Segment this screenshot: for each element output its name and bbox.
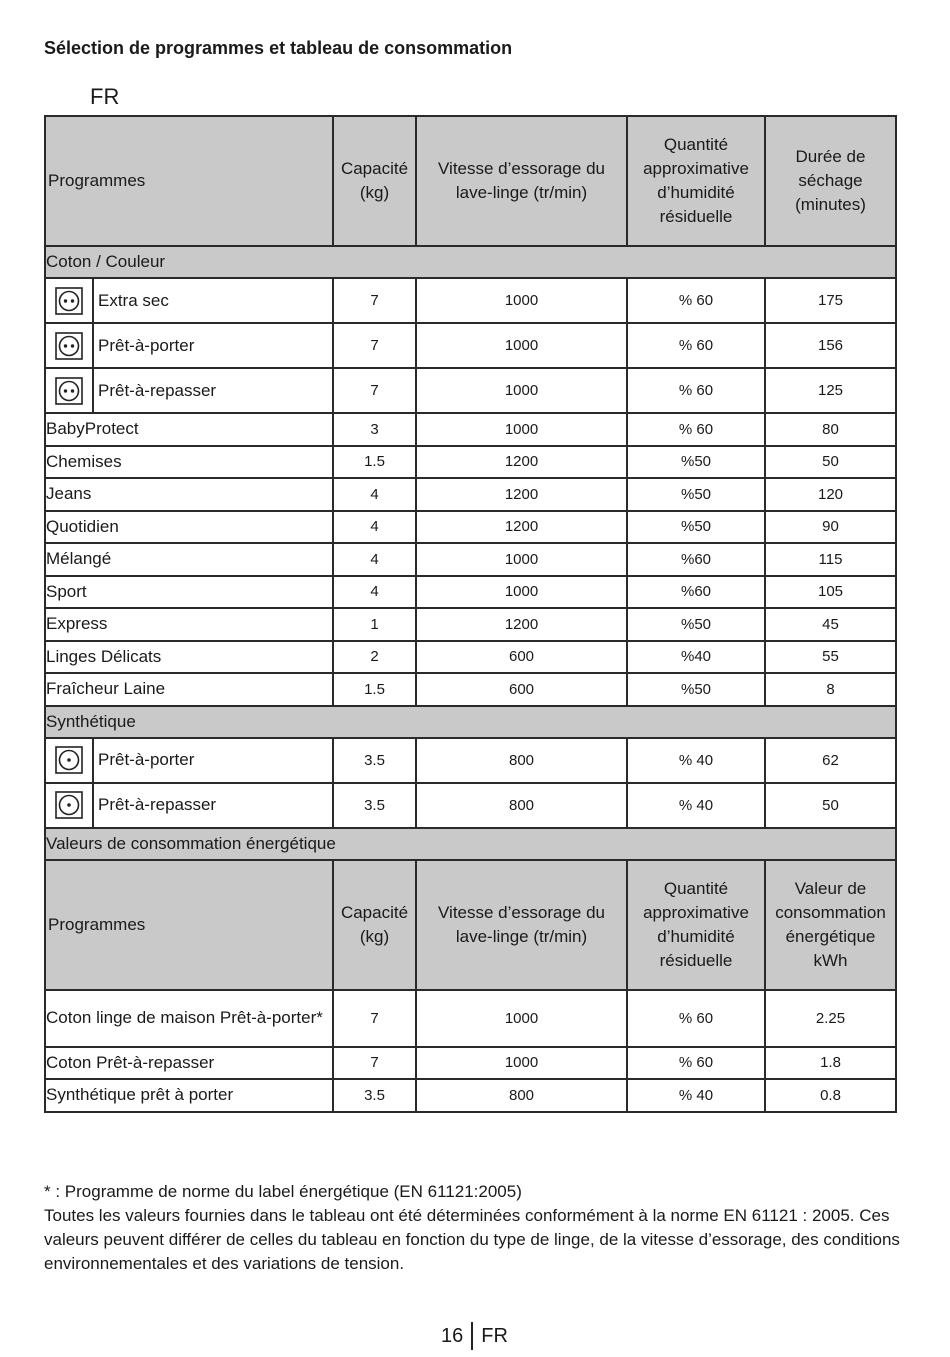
humidity-cell: %50 [627,511,765,544]
table1-header-4: Durée de séchage (minutes) [765,116,896,246]
language-label: FR [90,84,120,109]
spin-speed-cell: 1000 [416,413,627,446]
drying-time-cell: 55 [765,641,896,674]
program-name: Prêt-à-repasser [98,795,217,814]
section-synthetic-label: Synthétique [45,706,896,738]
drying-time-cell: 50 [765,783,896,828]
capacity-cell: 3.5 [333,783,416,828]
capacity-cell: 4 [333,576,416,609]
capacity-cell: 7 [333,323,416,368]
program-name-cell [45,783,333,828]
table-row [45,738,896,783]
humidity-cell: %50 [627,673,765,706]
humidity-cell: % 60 [627,990,765,1047]
program-name-cell: Coton linge de maison Prêt-à-porter* [45,990,333,1047]
table2-header-4: Valeur de consommation énergétique kWh [765,860,896,990]
program-name-cell: Quotidien [45,511,333,544]
humidity-cell: %50 [627,478,765,511]
footnote-asterisk: * : Programme de norme du label énergétique (EN 61121:2005) [44,1182,522,1201]
drying-time-cell: 125 [765,368,896,413]
section-cotton [45,246,896,278]
footnotes [44,1180,904,1276]
spin-speed-cell: 1000 [416,323,627,368]
drying-time-cell: 80 [765,413,896,446]
humidity-cell: % 60 [627,278,765,323]
energy-cell: 1.8 [765,1047,896,1080]
spin-speed-cell: 1000 [416,278,627,323]
section-cotton-label: Coton / Couleur [45,246,896,278]
table1-header-3: Quantité approximative d’humidité résiduelle [627,116,765,246]
humidity-cell: % 60 [627,368,765,413]
spin-speed-cell: 1000 [416,576,627,609]
table2-header-0: Programmes [45,860,333,990]
program-name-cell [45,323,333,368]
spin-speed-cell: 800 [416,1079,627,1112]
humidity-cell: % 60 [627,413,765,446]
program-name: Extra sec [98,290,169,310]
table-row [45,368,896,413]
spin-speed-cell: 1000 [416,1047,627,1080]
table-row [45,608,896,641]
table-row [45,1047,896,1080]
table1-header-row [45,116,896,246]
table-row [45,783,896,828]
humidity-cell: % 60 [627,1047,765,1080]
table-row [45,990,896,1047]
drying-time-cell: 105 [765,576,896,609]
capacity-cell: 1.5 [333,673,416,706]
program-name-cell: BabyProtect [45,413,333,446]
program-name-cell: Linges Délicats [45,641,333,674]
cupboard-dry-icon [46,324,94,367]
program-name-cell [45,278,333,323]
table2-header-2: Vitesse d’essorage du lave-linge (tr/min) [416,860,627,990]
humidity-cell: %40 [627,641,765,674]
capacity-cell: 7 [333,1047,416,1080]
drying-time-cell: 90 [765,511,896,544]
drying-time-cell: 62 [765,738,896,783]
section-synthetic [45,706,896,738]
program-name-cell: Sport [45,576,333,609]
page-number: 16 [441,1324,464,1347]
spin-speed-cell: 1000 [416,990,627,1047]
capacity-cell: 7 [333,368,416,413]
program-name-cell: Jeans [45,478,333,511]
program-name-cell [45,738,333,783]
program-table [44,115,897,1113]
table-row [45,446,896,479]
table1-header-1: Capacité (kg) [333,116,416,246]
capacity-cell: 7 [333,990,416,1047]
capacity-cell: 2 [333,641,416,674]
drying-time-cell: 45 [765,608,896,641]
section-energy [45,828,896,860]
capacity-cell: 4 [333,511,416,544]
program-name-cell: Chemises [45,446,333,479]
table1-header-2: Vitesse d’essorage du lave-linge (tr/min) [416,116,627,246]
spin-speed-cell: 600 [416,641,627,674]
table-row [45,1079,896,1112]
page-language: FR [481,1324,508,1347]
capacity-cell: 4 [333,478,416,511]
humidity-cell: % 40 [627,1079,765,1112]
capacity-cell: 3.5 [333,738,416,783]
capacity-cell: 3.5 [333,1079,416,1112]
humidity-cell: % 40 [627,783,765,828]
drying-time-cell: 156 [765,323,896,368]
section-energy-label: Valeurs de consommation énergétique [45,828,896,860]
table2-header-3: Quantité approximative d’humidité résiduelle [627,860,765,990]
drying-time-cell: 50 [765,446,896,479]
table-row [45,478,896,511]
synthetic-iron-dry-icon [46,784,94,827]
spin-speed-cell: 800 [416,738,627,783]
page-title: Sélection de programmes et tableau de consommation [44,38,513,58]
energy-cell: 0.8 [765,1079,896,1112]
program-name-cell: Coton Prêt-à-repasser [45,1047,333,1080]
drying-time-cell: 115 [765,543,896,576]
table2-header-1: Capacité (kg) [333,860,416,990]
capacity-cell: 4 [333,543,416,576]
program-name-cell: Express [45,608,333,641]
table-row [45,511,896,544]
table-row [45,278,896,323]
spin-speed-cell: 800 [416,783,627,828]
page-footer [441,1322,508,1350]
program-name-cell: Synthétique prêt à porter [45,1079,333,1112]
spin-speed-cell: 1000 [416,543,627,576]
table-row [45,641,896,674]
humidity-cell: %60 [627,576,765,609]
program-name-cell [45,368,333,413]
program-name: Prêt-à-porter [98,750,195,769]
footnote-note: Toutes les valeurs fournies dans le tableau ont été déterminées conformément à la norme EN 61121 : 2005. Ces valeurs peuvent différer de celles du tableau en fonction du type de linge, de la vitesse d’essorage, des conditions environnementales et des variations de tension. [44,1206,900,1273]
humidity-cell: % 60 [627,323,765,368]
spin-speed-cell: 1200 [416,511,627,544]
humidity-cell: %60 [627,543,765,576]
page-separator [471,1322,473,1350]
capacity-cell: 7 [333,278,416,323]
humidity-cell: % 40 [627,738,765,783]
table-row [45,413,896,446]
spin-speed-cell: 600 [416,673,627,706]
spin-speed-cell: 1200 [416,446,627,479]
spin-speed-cell: 1200 [416,608,627,641]
spin-speed-cell: 1200 [416,478,627,511]
program-name: Prêt-à-porter [98,335,195,355]
table1-header-0: Programmes [45,116,333,246]
drying-time-cell: 120 [765,478,896,511]
table2-header-row [45,860,896,990]
capacity-cell: 3 [333,413,416,446]
table-row [45,543,896,576]
drying-time-cell: 175 [765,278,896,323]
humidity-cell: %50 [627,446,765,479]
drying-time-cell: 8 [765,673,896,706]
iron-dry-icon [46,369,94,412]
program-name-cell: Mélangé [45,543,333,576]
program-name-cell: Fraîcheur Laine [45,673,333,706]
capacity-cell: 1 [333,608,416,641]
synthetic-cupboard-dry-icon [46,739,94,782]
capacity-cell: 1.5 [333,446,416,479]
extra-dry-icon [46,279,94,322]
spin-speed-cell: 1000 [416,368,627,413]
energy-cell: 2.25 [765,990,896,1047]
table-row [45,323,896,368]
program-name: Prêt-à-repasser [98,380,217,400]
table-row [45,673,896,706]
humidity-cell: %50 [627,608,765,641]
table-row [45,576,896,609]
